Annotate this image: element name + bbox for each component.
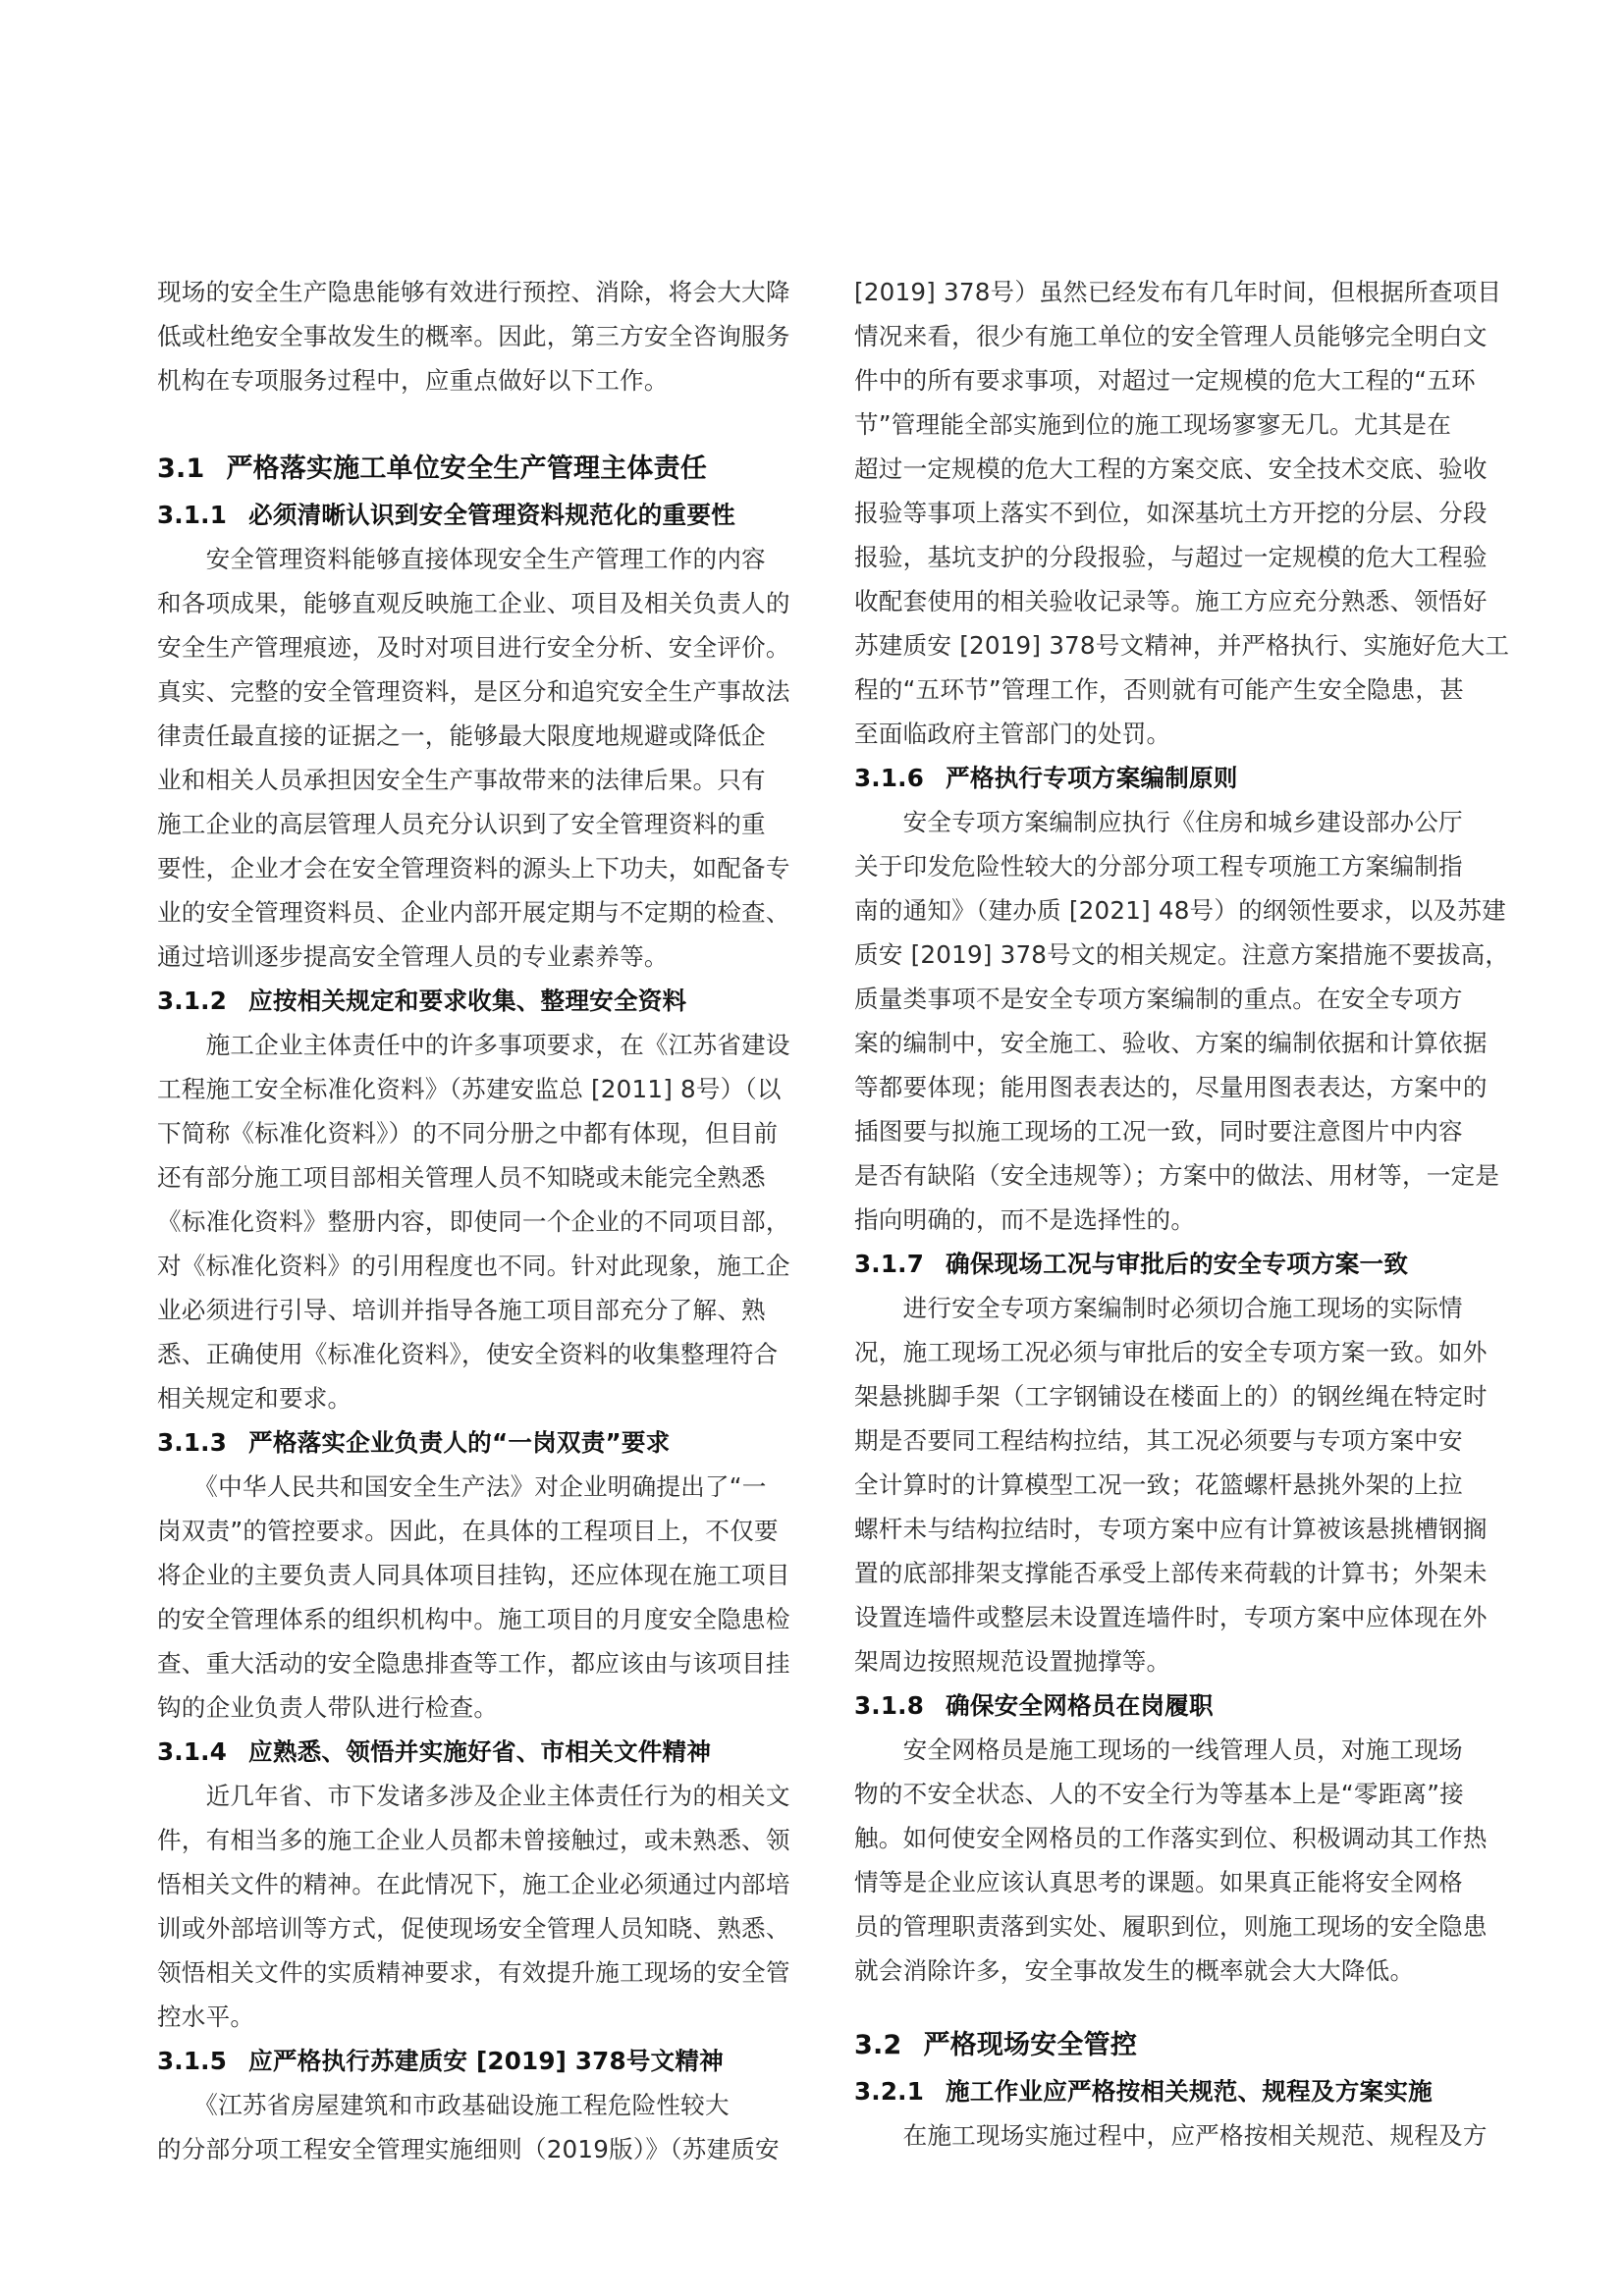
body-text-line: 现场的安全生产隐患能够有效进行预控、消除，将会大大降 bbox=[157, 278, 790, 306]
body-text-line: 进行安全专项方案编制时必须切合施工现场的实际情 bbox=[854, 1294, 1463, 1322]
body-text-line: 业必须进行引导、培训并指导各施工项目部充分了解、熟 bbox=[157, 1296, 766, 1324]
body-text-line: 安全管理资料能够直接体现安全生产管理工作的内容 bbox=[157, 545, 766, 573]
body-text-line: 报验，基坑支护的分段报验，与超过一定规模的危大工程验 bbox=[854, 543, 1488, 571]
body-text-line: 安全生产管理痕迹，及时对项目进行安全分析、安全评价。 bbox=[157, 633, 790, 662]
heading-title: 确保现场工况与审批后的安全专项方案一致 bbox=[946, 1250, 1409, 1278]
body-text-line: 通过培训逐步提高安全管理人员的专业素养等。 bbox=[157, 942, 669, 971]
subsection-heading bbox=[157, 979, 828, 1023]
body-text-line: 架周边按照规范设置抛撑等。 bbox=[854, 1647, 1171, 1676]
body-text-line: 全计算时的计算模型工况一致；花篮螺杆悬挑外架的上拉 bbox=[854, 1470, 1463, 1499]
body-text-line: 对《标准化资料》的引用程度也不同。针对此现象，施工企 bbox=[157, 1252, 790, 1280]
body-text-line: 相关规定和要求。 bbox=[157, 1384, 352, 1413]
heading-number: 3.1.6 bbox=[854, 764, 925, 792]
heading-number: 3.1.3 bbox=[157, 1428, 228, 1457]
body-text-line: 收配套使用的相关验收记录等。施工方应充分熟悉、领悟好 bbox=[854, 587, 1488, 615]
body-text-line: 设置连墙件或整层未设置连墙件时，专项方案中应体现在外 bbox=[854, 1603, 1488, 1631]
heading-title: 确保安全网格员在岗履职 bbox=[946, 1691, 1214, 1720]
body-text-line: 悟相关文件的精神。在此情况下，施工企业必须通过内部培 bbox=[157, 1870, 790, 1898]
body-text-line: 超过一定规模的危大工程的方案交底、安全技术交底、验收 bbox=[854, 454, 1488, 483]
body-text-line: 质量类事项不是安全专项方案编制的重点。在安全专项方 bbox=[854, 985, 1463, 1013]
body-text-line: 训或外部培训等方式，促使现场安全管理人员知晓、熟悉、 bbox=[157, 1914, 790, 1943]
subsection-heading bbox=[157, 2039, 828, 2083]
body-text-line: 架悬挑脚手架（工字钢铺设在楼面上的）的钢丝绳在特定时 bbox=[854, 1382, 1488, 1411]
body-text-line: 等都要体现；能用图表表达的，尽量用图表表达，方案中的 bbox=[854, 1073, 1488, 1101]
body-text-line: 还有部分施工项目部相关管理人员不知晓或未能完全熟悉 bbox=[157, 1163, 766, 1192]
body-text-line: 况，施工现场工况必须与审批后的安全专项方案一致。如外 bbox=[854, 1338, 1488, 1366]
body-text-line: 触。如何使安全网格员的工作落实到位、积极调动其工作热 bbox=[854, 1824, 1488, 1852]
body-text-line: 安全专项方案编制应执行《住房和城乡建设部办公厅 bbox=[854, 808, 1463, 836]
body-text-line: 就会消除许多，安全事故发生的概率就会大大降低。 bbox=[854, 1956, 1415, 1985]
body-text-line: 南的通知》（建办质 [2021] 48号）的纲领性要求，以及苏建 bbox=[854, 896, 1506, 925]
heading-number: 3.1.5 bbox=[157, 2047, 228, 2075]
body-text-line: 件中的所有要求事项，对超过一定规模的危大工程的“五环 bbox=[854, 366, 1476, 395]
heading-title: 严格执行专项方案编制原则 bbox=[946, 764, 1238, 792]
body-text-line: 情况来看，很少有施工单位的安全管理人员能够完全明白文 bbox=[854, 322, 1488, 350]
body-text-line: 苏建质安 [2019] 378号文精神，并严格执行、实施好危大工 bbox=[854, 631, 1510, 660]
spacer bbox=[157, 402, 828, 446]
section-heading bbox=[157, 446, 828, 493]
heading-title: 施工作业应严格按相关规范、规程及方案实施 bbox=[946, 2077, 1433, 2106]
body-text-line: 控水平。 bbox=[157, 2002, 255, 2031]
body-text-line: 业的安全管理资料员、企业内部开展定期与不定期的检查、 bbox=[157, 898, 790, 927]
heading-number: 3.1.1 bbox=[157, 501, 228, 529]
body-text-line: 下简称《标准化资料》）的不同分册之中都有体现，但目前 bbox=[157, 1119, 779, 1148]
body-text-line: 质安 [2019] 378号文的相关规定。注意方案措施不要拔高， bbox=[854, 940, 1510, 969]
subsection-heading bbox=[854, 1242, 1525, 1286]
heading-title: 严格落实企业负责人的“一岗双责”要求 bbox=[248, 1428, 671, 1457]
body-text-line: 至面临政府主管部门的处罚。 bbox=[854, 720, 1171, 748]
heading-title: 严格落实施工单位安全生产管理主体责任 bbox=[226, 454, 708, 484]
body-text-line: 员的管理职责落到实处、履职到位，则施工现场的安全隐患 bbox=[854, 1912, 1488, 1941]
body-text-line: 和各项成果，能够直观反映施工企业、项目及相关负责人的 bbox=[157, 589, 790, 617]
body-text-line: 领悟相关文件的实质精神要求，有效提升施工现场的安全管 bbox=[157, 1958, 790, 1987]
heading-title: 必须清晰认识到安全管理资料规范化的重要性 bbox=[248, 501, 735, 529]
body-text-line: 插图要与拟施工现场的工况一致，同时要注意图片中内容 bbox=[854, 1117, 1463, 1146]
body-text-line: 钩的企业负责人带队进行检查。 bbox=[157, 1693, 499, 1722]
subsection-heading bbox=[157, 1420, 828, 1465]
body-text-line: 岗双责”的管控要求。因此，在具体的工程项目上，不仅要 bbox=[157, 1517, 779, 1545]
body-text-line: 节”管理能全部实施到位的施工现场寥寥无几。尤其是在 bbox=[854, 410, 1451, 439]
left-column bbox=[157, 270, 828, 2171]
body-text-line: 的安全管理体系的组织机构中。施工项目的月度安全隐患检 bbox=[157, 1605, 790, 1633]
body-text-line: 《江苏省房屋建筑和市政基础设施工程危险性较大 bbox=[157, 2091, 730, 2119]
body-text-line: 报验等事项上落实不到位，如深基坑土方开挖的分层、分段 bbox=[854, 499, 1488, 527]
body-text-line: 《中华人民共和国安全生产法》对企业明确提出了“一 bbox=[157, 1472, 767, 1501]
body-text-line: 件，有相当多的施工企业人员都未曾接触过，或未熟悉、领 bbox=[157, 1826, 790, 1854]
body-text-line: 指向明确的，而不是选择性的。 bbox=[854, 1205, 1196, 1234]
body-text-line: 螺杆未与结构拉结时，专项方案中应有计算被该悬挑槽钢搁 bbox=[854, 1515, 1488, 1543]
heading-title: 严格现场安全管控 bbox=[923, 2030, 1138, 2060]
body-text-line: 是否有缺陷（安全违规等）；方案中的做法、用材等，一定是 bbox=[854, 1161, 1500, 1190]
heading-number: 3.1.2 bbox=[157, 987, 228, 1015]
body-text-line: 真实、完整的安全管理资料，是区分和追究安全生产事故法 bbox=[157, 677, 790, 706]
body-text-line: 工程施工安全标准化资料》（苏建安监总 [2011] 8号）（以 bbox=[157, 1075, 782, 1103]
heading-number: 3.1.7 bbox=[854, 1250, 925, 1278]
body-text-line: 将企业的主要负责人同具体项目挂钩，还应体现在施工项目 bbox=[157, 1561, 790, 1589]
right-column bbox=[854, 270, 1525, 2158]
subsection-heading bbox=[157, 493, 828, 537]
body-text-line: 在施工现场实施过程中，应严格按相关规范、规程及方 bbox=[854, 2121, 1488, 2150]
spacer bbox=[854, 1993, 1525, 2022]
heading-title: 应按相关规定和要求收集、整理安全资料 bbox=[248, 987, 687, 1015]
body-text-line: 查、重大活动的安全隐患排查等工作，都应该由与该项目挂 bbox=[157, 1649, 790, 1678]
body-text-line: 期是否要同工程结构拉结，其工况必须要与专项方案中安 bbox=[854, 1426, 1463, 1455]
body-text-line: 施工企业主体责任中的许多事项要求，在《江苏省建设 bbox=[157, 1031, 790, 1059]
body-text-line: 机构在专项服务过程中，应重点做好以下工作。 bbox=[157, 366, 669, 395]
body-text-line: 律责任最直接的证据之一，能够最大限度地规避或降低企 bbox=[157, 721, 766, 750]
body-text-line: 情等是企业应该认真思考的课题。如果真正能将安全网格 bbox=[854, 1868, 1463, 1896]
body-text-line: 的分部分项工程安全管理实施细则（2019版）》（苏建质安 bbox=[157, 2135, 780, 2163]
section-heading bbox=[854, 2022, 1525, 2069]
subsection-heading bbox=[157, 1730, 828, 1774]
heading-number: 3.1.8 bbox=[854, 1691, 925, 1720]
heading-title: 应严格执行苏建质安 [2019] 378号文精神 bbox=[248, 2047, 724, 2075]
body-text-line: 置的底部排架支撑能否承受上部传来荷载的计算书；外架未 bbox=[854, 1559, 1488, 1587]
body-text-line: 案的编制中，安全施工、验收、方案的编制依据和计算依据 bbox=[854, 1029, 1488, 1057]
body-text-line: 安全网格员是施工现场的一线管理人员，对施工现场 bbox=[854, 1735, 1463, 1764]
subsection-heading bbox=[854, 1683, 1525, 1728]
body-text-line: 近几年省、市下发诸多涉及企业主体责任行为的相关文 bbox=[157, 1782, 790, 1810]
body-text-line: 施工企业的高层管理人员充分认识到了安全管理资料的重 bbox=[157, 810, 766, 838]
heading-title: 应熟悉、领悟并实施好省、市相关文件精神 bbox=[248, 1737, 712, 1766]
heading-number: 3.2 bbox=[854, 2030, 902, 2060]
heading-number: 3.2.1 bbox=[854, 2077, 925, 2106]
subsection-heading bbox=[854, 756, 1525, 800]
heading-number: 3.1 bbox=[157, 454, 205, 484]
body-text-line: 《标准化资料》整册内容，即使同一个企业的不同项目部， bbox=[157, 1207, 790, 1236]
body-text-line: 低或杜绝安全事故发生的概率。因此，第三方安全咨询服务 bbox=[157, 322, 790, 350]
body-text-line: 关于印发危险性较大的分部分项工程专项施工方案编制指 bbox=[854, 852, 1463, 881]
body-text-line: 物的不安全状态、人的不安全行为等基本上是“零距离”接 bbox=[854, 1780, 1464, 1808]
subsection-heading bbox=[854, 2069, 1525, 2113]
body-text-line: 程的“五环节”管理工作，否则就有可能产生安全隐患，甚 bbox=[854, 675, 1464, 704]
body-text-line: 业和相关人员承担因安全生产事故带来的法律后果。只有 bbox=[157, 766, 766, 794]
body-text-line: 要性，企业才会在安全管理资料的源头上下功夫，如配备专 bbox=[157, 854, 790, 882]
body-text-line: 悉、正确使用《标准化资料》，使安全资料的收集整理符合 bbox=[157, 1340, 779, 1368]
heading-number: 3.1.4 bbox=[157, 1737, 228, 1766]
body-text-line: [2019] 378号）虽然已经发布有几年时间，但根据所查项目 bbox=[854, 278, 1502, 306]
